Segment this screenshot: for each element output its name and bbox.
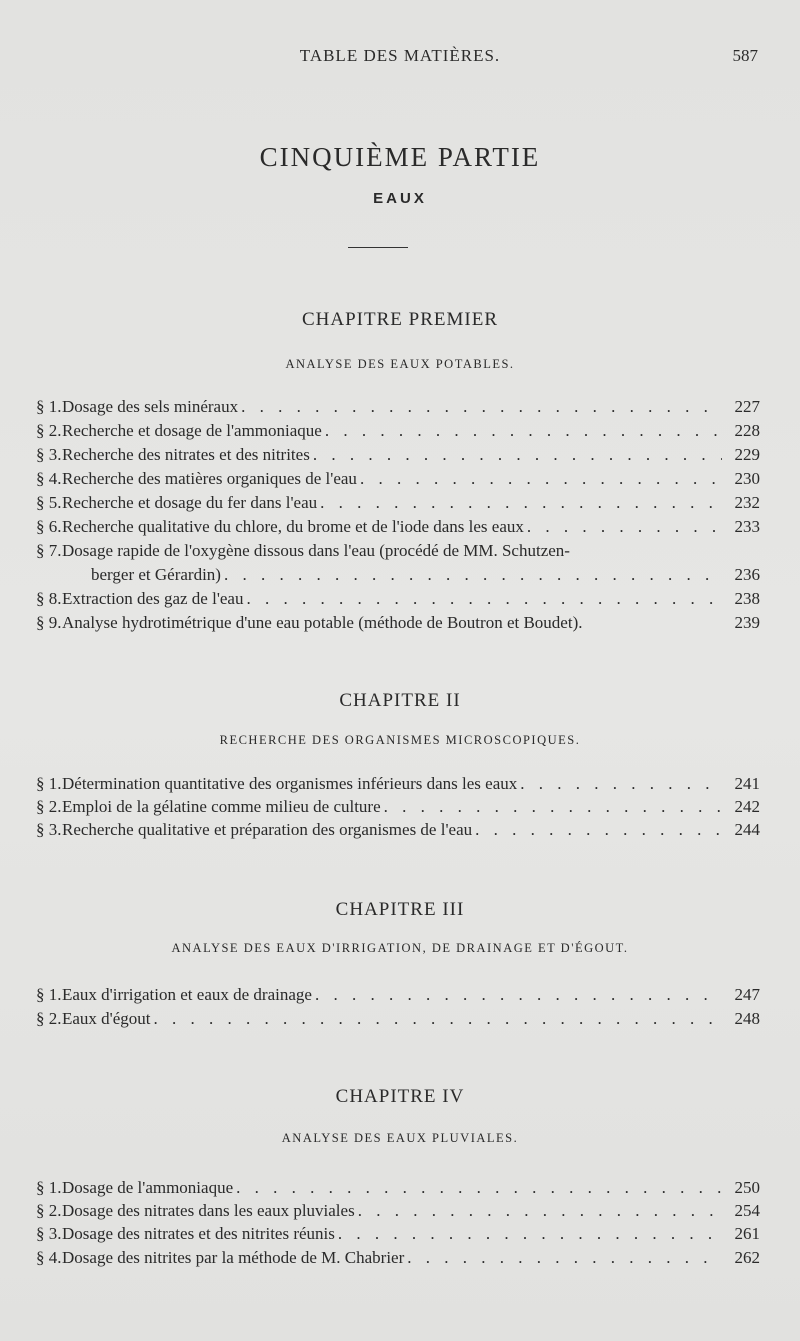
dot-leader	[517, 774, 722, 794]
entry-title: Analyse hydrotimétrique d'une eau potable (méthode de Boutron et Boudet).	[62, 613, 583, 632]
entry-page: 241	[734, 774, 760, 793]
section-number: § 3.	[36, 445, 62, 464]
part-title: CINQUIÈME PARTIE	[259, 142, 541, 172]
section-number: § 2.	[36, 797, 62, 816]
entry-page: 244	[734, 820, 760, 839]
dot-leader	[357, 469, 722, 489]
entry-page: 261	[734, 1224, 760, 1243]
dot-leader	[524, 517, 722, 537]
section-number: § 3.	[36, 1224, 62, 1243]
section-number: § 5.	[36, 493, 62, 512]
entry-page: 233	[734, 517, 760, 536]
toc-entry[interactable]	[0, 1224, 800, 1246]
entry-page: 254	[734, 1201, 760, 1220]
part-subtitle: EAUX	[373, 190, 427, 207]
entry-page: 247	[734, 985, 760, 1004]
dot-leader	[472, 820, 722, 840]
toc-entry[interactable]	[0, 985, 800, 1007]
dot-leader	[312, 985, 722, 1005]
section-number: § 1.	[36, 397, 62, 416]
toc-entry[interactable]	[0, 421, 800, 443]
running-head-title: TABLE DES MATIÈRES.	[299, 46, 501, 65]
entry-title: Recherche qualitative du chlore, du brome et de l'iode dans les eaux	[62, 517, 524, 536]
entry-title: Recherche et dosage de l'ammoniaque	[62, 421, 322, 440]
dot-leader	[381, 797, 722, 817]
dot-leader	[335, 1224, 722, 1244]
entry-page: 227	[734, 397, 760, 416]
section-number: § 4.	[36, 1248, 62, 1267]
entry-title: Recherche et dosage du fer dans l'eau	[62, 493, 318, 512]
dot-leader	[243, 589, 722, 609]
entry-page: 239	[734, 613, 760, 632]
toc-entry[interactable]	[0, 774, 800, 796]
dot-leader	[233, 1178, 722, 1198]
entry-title-continuation: berger et Gérardin)	[91, 565, 221, 584]
toc-entry[interactable]	[0, 493, 800, 515]
dot-leader	[322, 421, 722, 441]
section-number: § 9.	[36, 613, 62, 632]
entry-page: 229	[734, 445, 760, 464]
entry-title: Eaux d'irrigation et eaux de drainage	[62, 985, 312, 1004]
section-number: § 7.	[36, 541, 62, 560]
toc-entry[interactable]	[0, 445, 800, 467]
chapter-3-title: CHAPITRE III	[335, 899, 465, 920]
chapter-1-title: CHAPITRE PREMIER	[302, 309, 498, 330]
dot-leader	[404, 1248, 722, 1268]
toc-entry[interactable]	[0, 797, 800, 819]
dot-leader	[238, 397, 722, 417]
toc-entry-continuation[interactable]	[0, 565, 800, 587]
entry-page: 248	[734, 1009, 760, 1028]
toc-entry[interactable]	[0, 469, 800, 491]
section-number: § 3.	[36, 820, 62, 839]
toc-entry[interactable]	[0, 613, 800, 635]
entry-page: 262	[734, 1248, 760, 1267]
entry-title: Dosage de l'ammoniaque	[62, 1178, 234, 1197]
chapter-4-title: CHAPITRE IV	[335, 1086, 465, 1107]
section-number: § 1.	[36, 774, 62, 793]
entry-title: Dosage rapide de l'oxygène dissous dans l'eau (procédé de MM. Schutzen-	[62, 541, 570, 560]
section-number: § 6.	[36, 517, 62, 536]
toc-entry[interactable]	[0, 517, 800, 539]
chapter-2-subtitle: RECHERCHE DES ORGANISMES MICROSCOPIQUES.	[219, 733, 581, 747]
entry-title: Eaux d'égout	[62, 1009, 151, 1028]
entry-page: 250	[734, 1178, 760, 1197]
entry-page: 238	[734, 589, 760, 608]
dot-leader	[355, 1201, 722, 1221]
divider-rule	[348, 247, 408, 248]
entry-page: 232	[734, 493, 760, 512]
entry-title: Recherche qualitative et préparation des organismes de l'eau	[62, 820, 473, 839]
entry-page: 228	[734, 421, 760, 440]
chapter-3-subtitle: ANALYSE DES EAUX D'IRRIGATION, DE DRAINAGE ET D'ÉGOUT.	[171, 941, 629, 955]
toc-entry[interactable]	[0, 1178, 800, 1200]
section-number: § 2.	[36, 421, 62, 440]
running-head	[0, 46, 800, 72]
entry-title: Dosage des nitrates et des nitrites réunis	[62, 1224, 335, 1243]
section-number: § 4.	[36, 469, 62, 488]
dot-leader	[310, 445, 722, 465]
entry-title: Recherche des matières organiques de l'eau	[62, 469, 357, 488]
dot-leader	[317, 493, 722, 513]
toc-entry[interactable]	[0, 541, 800, 563]
entry-title: Dosage des nitrates dans les eaux pluviales	[62, 1201, 355, 1220]
entry-title: Extraction des gaz de l'eau	[62, 589, 244, 608]
toc-entry[interactable]	[0, 1201, 800, 1223]
chapter-4-subtitle: ANALYSE DES EAUX PLUVIALES.	[281, 1131, 519, 1145]
entry-page: 236	[734, 565, 760, 584]
dot-leader	[221, 565, 722, 585]
entry-title: Recherche des nitrates et des nitrites	[62, 445, 310, 464]
section-number: § 1.	[36, 1178, 62, 1197]
entry-title: Dosage des nitrites par la méthode de M. Chabrier	[62, 1248, 405, 1267]
toc-entry[interactable]	[0, 589, 800, 611]
entry-title: Emploi de la gélatine comme milieu de culture	[62, 797, 381, 816]
section-number: § 1.	[36, 985, 62, 1004]
entry-page: 242	[734, 797, 760, 816]
toc-entry[interactable]	[0, 397, 800, 419]
toc-entry[interactable]	[0, 1009, 800, 1031]
dot-leader	[151, 1009, 722, 1029]
chapter-1-subtitle: ANALYSE DES EAUX POTABLES.	[285, 357, 515, 371]
section-number: § 2.	[36, 1201, 62, 1220]
toc-entry[interactable]	[0, 820, 800, 842]
chapter-2-title: CHAPITRE II	[339, 690, 461, 711]
section-number: § 8.	[36, 589, 62, 608]
entry-title: Dosage des sels minéraux	[62, 397, 239, 416]
entry-title: Détermination quantitative des organismes inférieurs dans les eaux	[62, 774, 518, 793]
section-number: § 2.	[36, 1009, 62, 1028]
entry-page: 230	[734, 469, 760, 488]
toc-entry[interactable]	[0, 1248, 800, 1270]
page-number: 587	[732, 46, 758, 65]
